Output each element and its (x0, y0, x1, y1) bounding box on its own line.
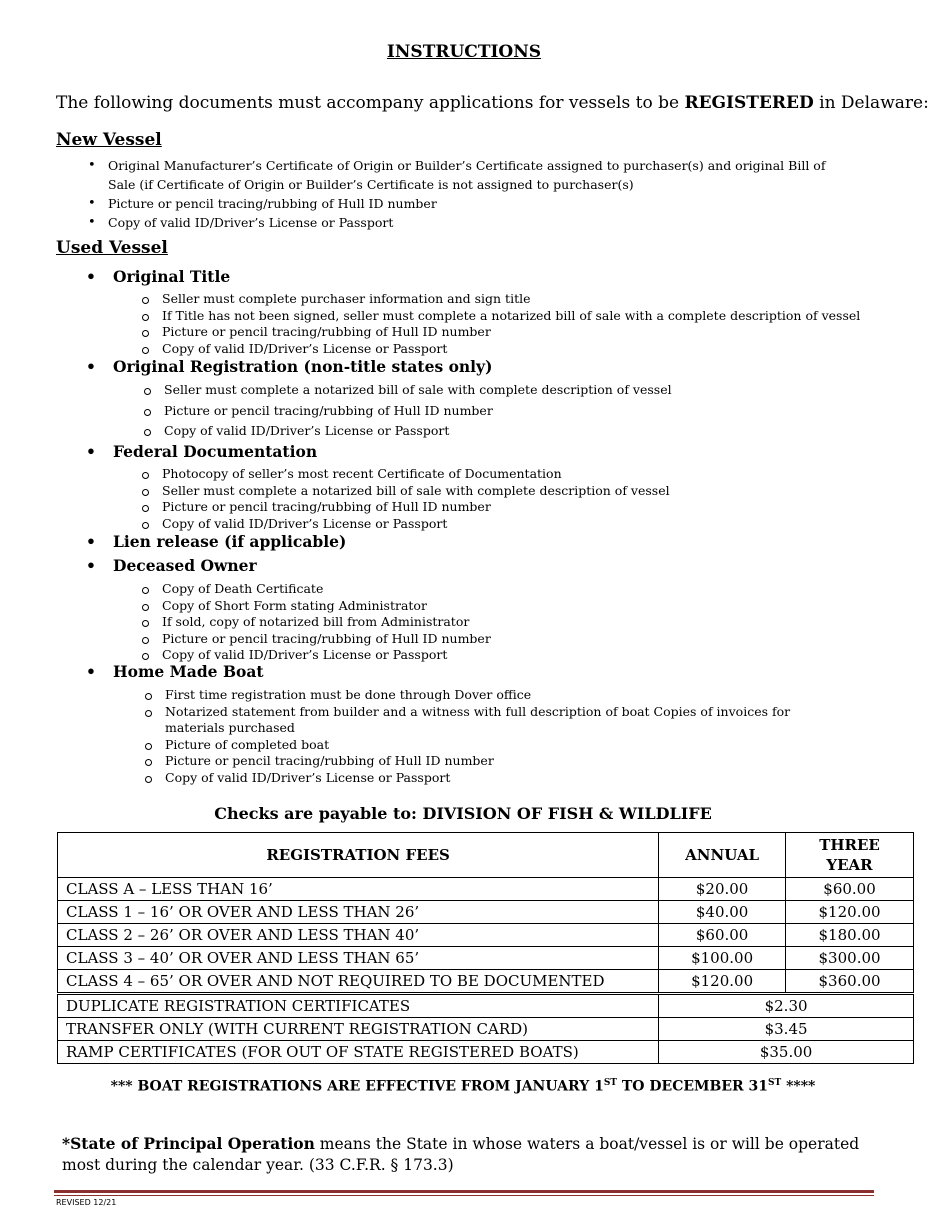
list-item: Picture or pencil tracing/rubbing of Hull ID number (140, 499, 830, 516)
effective-sup-1: ST (603, 1078, 618, 1088)
list-item: If sold, copy of notarized bill from Administrator (140, 614, 830, 631)
group-title: Federal Documentation (113, 442, 318, 461)
list-item: Copy of valid ID/Driver’s License or Passport (140, 516, 830, 533)
fee-label: RAMP CERTIFICATES (FOR OUT OF STATE REGISTERED BOATS) (58, 1041, 659, 1064)
list-item: Copy of valid ID/Driver’s License or Passport (140, 341, 830, 358)
list-item: Seller must complete a notarized bill of sale with complete description of vessel (140, 483, 830, 500)
group-federal-documentation (88, 442, 317, 461)
fee-annual: $60.00 (659, 924, 786, 947)
effective-dates-note (0, 1078, 926, 1095)
effective-sup-2: ST (768, 1078, 782, 1088)
list-item: • Picture or pencil tracing/rubbing of Hull ID number (88, 194, 828, 213)
group-lien-release (88, 532, 346, 551)
group-original-registration (88, 357, 492, 376)
revised-date: REVISED 12/21 (56, 1198, 117, 1207)
effective-suffix: **** (781, 1078, 816, 1095)
table-row (58, 994, 914, 1018)
group-title: Lien release (if applicable) (113, 532, 347, 551)
list-item: Seller must complete purchaser information and sign title (140, 291, 830, 308)
table-row (58, 970, 914, 994)
spo-term: *State of Principal Operation (62, 1134, 315, 1153)
fee-annual: $100.00 (659, 947, 786, 970)
home-made-boat-list (143, 687, 823, 786)
list-item: Picture or pencil tracing/rubbing of Hull ID number (140, 631, 830, 648)
fee-three-year: $120.00 (786, 901, 914, 924)
list-item: Copy of Death Certificate (140, 581, 830, 598)
group-deceased-owner (88, 556, 257, 575)
fee-label: CLASS 2 – 26’ OR OVER AND LESS THAN 40’ (58, 924, 659, 947)
list-item: Copy of valid ID/Driver’s License or Passport (140, 647, 830, 664)
original-registration-list (142, 382, 832, 444)
list-item: Photocopy of seller’s most recent Certificate of Documentation (140, 466, 830, 483)
header-three-year: THREE YEAR (786, 833, 914, 878)
table-row (58, 924, 914, 947)
new-vessel-list (88, 156, 828, 232)
effective-prefix: *** BOAT REGISTRATIONS ARE EFFECTIVE FROM JANUARY 1 (110, 1078, 604, 1095)
spo-definition: means the State in whose waters a boat/vessel is or will be operated most during the calendar year. (33 C.F.R. § 173.3) (62, 1135, 860, 1174)
list-item: Picture or pencil tracing/rubbing of Hull ID number (142, 403, 832, 424)
group-original-title (88, 267, 230, 286)
table-row (58, 947, 914, 970)
used-vessel-heading: Used Vessel (56, 238, 168, 258)
fee-flat: $3.45 (659, 1018, 914, 1041)
fee-label: TRANSFER ONLY (WITH CURRENT REGISTRATION CARD) (58, 1018, 659, 1041)
state-principal-operation-note (62, 1133, 902, 1176)
footer-rule-thin (54, 1195, 874, 1196)
group-title: Original Title (113, 267, 231, 286)
fee-three-year: $60.00 (786, 878, 914, 901)
intro-emphasis: REGISTERED (684, 93, 814, 113)
list-item: Picture or pencil tracing/rubbing of Hull ID number (143, 753, 823, 770)
fee-flat: $35.00 (659, 1041, 914, 1064)
fee-annual: $20.00 (659, 878, 786, 901)
fee-label: DUPLICATE REGISTRATION CERTIFICATES (58, 994, 659, 1018)
list-item: Picture or pencil tracing/rubbing of Hull ID number (140, 324, 830, 341)
fee-flat: $2.30 (659, 994, 914, 1018)
list-item: Copy of Short Form stating Administrator (140, 598, 830, 615)
fee-label: CLASS 4 – 65’ OR OVER AND NOT REQUIRED TO BE DOCUMENTED (58, 970, 659, 994)
header-annual: ANNUAL (659, 833, 786, 878)
table-row (58, 1041, 914, 1064)
fee-label: CLASS 1 – 16’ OR OVER AND LESS THAN 26’ (58, 901, 659, 924)
registration-fees-table (57, 832, 914, 1064)
group-title: Home Made Boat (113, 662, 264, 681)
list-item: Copy of valid ID/Driver’s License or Passport (142, 423, 832, 444)
list-item: Seller must complete a notarized bill of sale with complete description of vessel (142, 382, 832, 403)
group-title: Deceased Owner (113, 556, 257, 575)
intro-before: The following documents must accompany applications for vessels to be (56, 93, 685, 113)
effective-middle: TO DECEMBER 31 (617, 1078, 768, 1095)
fee-three-year: $300.00 (786, 947, 914, 970)
original-title-list (140, 291, 861, 357)
fee-three-year: $180.00 (786, 924, 914, 947)
fee-annual: $120.00 (659, 970, 786, 994)
page-title: INSTRUCTIONS (386, 42, 542, 62)
group-title: Original Registration (non-title states only) (113, 357, 493, 376)
checks-payable: Checks are payable to: DIVISION OF FISH & WILDLIFE (214, 804, 712, 823)
new-vessel-heading: New Vessel (56, 130, 162, 150)
footer-rule (54, 1190, 874, 1193)
list-item: If Title has not been signed, seller must complete a notarized bill of sale with a complete description of vessel (140, 308, 830, 325)
fee-annual: $40.00 (659, 901, 786, 924)
list-item: • Copy of valid ID/Driver’s License or Passport (88, 213, 828, 232)
table-header-row (58, 833, 914, 878)
list-item: First time registration must be done through Dover office (143, 687, 823, 704)
intro-after: in Delaware: (813, 93, 929, 113)
list-item: Notarized statement from builder and a witness with full description of boat Copies of invoices for materials purchased (143, 704, 823, 737)
table-row (58, 901, 914, 924)
list-item: Picture of completed boat (143, 737, 823, 754)
fee-label: CLASS A – LESS THAN 16’ (58, 878, 659, 901)
list-item: Copy of valid ID/Driver’s License or Passport (143, 770, 823, 787)
fee-label: CLASS 3 – 40’ OR OVER AND LESS THAN 65’ (58, 947, 659, 970)
list-item: • Original Manufacturer’s Certificate of Origin or Builder’s Certificate assigned to purchaser(s) and original Bill of Sale (if Certificate of Origin or Builder’s Certificate is not assigned to purchaser(s) (88, 156, 828, 194)
fee-three-year: $360.00 (786, 970, 914, 994)
table-row (58, 1018, 914, 1041)
group-home-made-boat (88, 662, 264, 681)
header-registration-fees: REGISTRATION FEES (58, 833, 659, 878)
intro-text (56, 93, 929, 113)
deceased-owner-list (140, 581, 830, 664)
federal-documentation-list (140, 466, 830, 532)
table-row (58, 878, 914, 901)
